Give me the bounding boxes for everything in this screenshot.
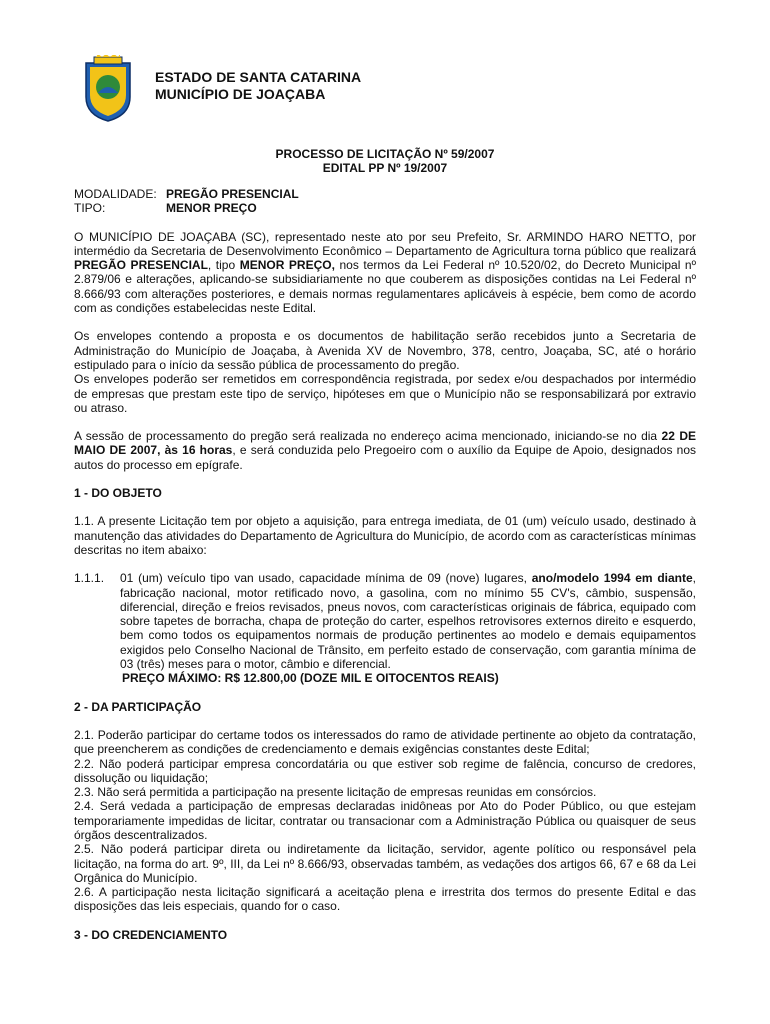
section-2-paragraph-3: 2.3. Não será permitida a participação na presente licitação de empresas reunidas em consórcios. [74, 785, 597, 800]
modalidade-label: MODALIDADE: [74, 187, 157, 201]
section-1-paragraph: 1.1. A presente Licitação tem por objeto a aquisição, para entrega imediata, de 01 (um) veículo usado, destinado à manutenção das atividades do Departamento de Agricultura do Município, de acordo com as características mínimas descritas no item abaixo: [74, 514, 696, 557]
item-number: 1.1.1. [74, 571, 105, 586]
section-2-heading: 2 - DA PARTICIPAÇÃO [74, 699, 202, 714]
section-2-paragraph-6: 2.6. A participação nesta licitação significará a aceitação plena e irrestrita dos termos do presente Edital e das disposições das leis especiais, quando for o caso. [74, 885, 696, 914]
modalidade-value: PREGÃO PRESENCIAL [166, 187, 299, 201]
tipo-label: TIPO: [74, 201, 106, 216]
section-1-heading: 1 - DO OBJETO [74, 486, 162, 501]
header-state: ESTADO DE SANTA CATARINA [155, 69, 362, 85]
item-description: 01 (um) veículo tipo van usado, capacidade mínima de 09 (nove) lugares, ano/modelo 1994 em diante, fabricação nacional, motor retificado novo, a gasolina, com no mínimo 55 CV's, câmbio, suspensão, diferencial, direção e freios revisados, pneus novos, com características originais de fábrica, equipado com sobre tapetes de borracha, chapa de proteção do carter, espelhos retrovisores externos direito e esquerdo, bem como todos os equipamentos normais de produção pertinentes ao modelo e demais equipamentos exigidos pelo Conselho Nacional de Trânsito, em perfeito estado de conservação, com garantia mínima de 03 (três) meses para o motor, câmbio e diferencial. PREÇO MÁXIMO: R$ 12.800,00 (DOZE MIL E OITOCENTOS REAIS) [120, 571, 697, 686]
section-2-paragraph-5: 2.5. Não poderá participar direta ou indiretamente da licitação, servidor, agente político ou responsável pela licitação, na forma do art. 9º, III, da Lei nº 8.666/93, observadas também, as vedações dos artigos 66, 67 e 68 da Lei Orgânica do Município. [74, 842, 696, 885]
section-2-paragraph-4: 2.4. Será vedada a participação de empresas declaradas inidôneas por Ato do Poder Público, ou que estejam temporariamente impedidas de licitar, contratar ou transacionar com a Administração Pública ou quaisquer de seus órgãos descentralizados. [74, 799, 696, 842]
max-price: PREÇO MÁXIMO: R$ 12.800,00 (DOZE MIL E OITOCENTOS REAIS) [122, 671, 499, 686]
header-title [155, 69, 361, 103]
intro-paragraph-3: Os envelopes poderão ser remetidos em correspondência registrada, por sedex e/ou despachados por intermédio de empresas que prestam este tipo de serviço, hipóteses em que o Município não se responsabilizará por extravio ou atraso. [74, 372, 696, 415]
header-municipality: MUNICÍPIO DE JOAÇABA [155, 86, 326, 102]
modalidade-row [74, 187, 696, 201]
tipo-row [74, 201, 696, 215]
doc-title [0, 147, 770, 175]
intro-paragraph-4: A sessão de processamento do pregão será realizada no endereço acima mencionado, iniciando-se no dia 22 DE MAIO DE 2007, às 16 horas, e será conduzida pelo Pregoeiro com o auxílio da Equipe de Apoio, designados nos autos do processo em epígrafe. [74, 429, 696, 472]
intro-paragraph-2: Os envelopes contendo a proposta e os documentos de habilitação serão recebidos junto a Secretaria de Administração do Município de Joaçaba, à Avenida XV de Novembro, 378, centro, Joaçaba, SC, até o horário estipulado para o início da sessão pública de processamento do pregão. [74, 329, 696, 372]
section-2-paragraph-1: 2.1. Poderão participar do certame todos os interessados do ramo de atividade pertinente ao objeto da contratação, que preencherem as condições de credenciamento e demais exigências constantes deste Edital; [74, 727, 696, 757]
document-body [74, 187, 696, 942]
item-1-1-1 [74, 571, 696, 685]
tipo-value: MENOR PREÇO [166, 201, 257, 216]
edital-number: EDITAL PP Nº 19/2007 [322, 161, 448, 175]
municipal-coat-of-arms-icon [84, 55, 132, 123]
section-2-paragraph-2: 2.2. Não poderá participar empresa concordatária ou que estiver sob regime de falência, concurso de credores, dissolução ou liquidação; [74, 756, 696, 785]
process-number: PROCESSO DE LICITAÇÃO Nº 59/2007 [275, 147, 495, 161]
intro-paragraph-1: O MUNICÍPIO DE JOAÇABA (SC), representado neste ato por seu Prefeito, Sr. ARMINDO HARO NETTO, por intermédio da Secretaria de Desenvolvimento Econômico – Departamento de Agricultura torna público que realizará PREGÃO PRESENCIAL, tipo MENOR PREÇO, nos termos da Lei Federal nº 10.520/02, do Decreto Municipal nº 2.879/06 e alterações, aplicando-se subsidiariamente no que couberem as disposições contidas na Lei Federal nº 8.666/93 com alterações posteriores, e demais normas regulamentares aplicáveis à espécie, bem como de acordo com as condições estabelecidas neste Edital. [74, 229, 696, 316]
section-3-heading: 3 - DO CREDENCIAMENTO [74, 927, 228, 942]
